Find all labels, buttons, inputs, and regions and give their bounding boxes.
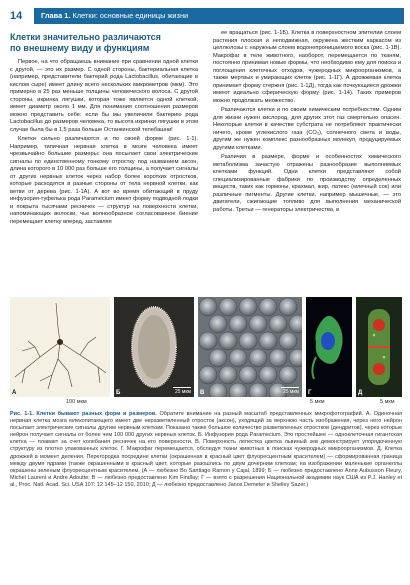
figure-letter-b: Б <box>116 390 121 396</box>
figure-letter-d: Г <box>308 390 312 396</box>
paramecium-drawing <box>114 297 194 397</box>
petal-micrograph <box>198 297 302 397</box>
caption-text: Обратите внимание на разный масштаб представленных микрофотографий. А. Одиночная нервная клетка мозга млекопитающего имеет две неразветвленный отросток (аксон), уходящий за верхнюю часть изображения, через него нейрон посылает электрические сигналы другим нервным клеткам. Показано также большое количество разветвленных отростков (дендритов), через которые нейрон получает сигналы от более чем 100 000 других нервных клеток. Б. Инфузория рода Paramecium. Это простейшее — одноклеточная гигантская клетка — плавает за счет колебания ресничек на его поверхности. В. Поверхность лепестка цветка львиный зев демонстрирует упорядоченную структуру из плотно упакованных клеток. Г. Макрофаг перемещается, обследуя ткани животных в поисках чужеродных микроорганизмов. Д. Клетка дрожжей в момент деления. Перегородка посредине клетки (окрашенная в красный цвет флуоресцентным красителем) — сформированная граница между двумя ядрами (также окрашенными в красный цвет, которые разошлись по двум дочерним клеткам; на изображении маленькие органеллы окрашены зеленым флуоресцентным красителем. (А — любезно Bo Santiago Ramon y Cajal, 1899; Б — любезно предоставлено Anne Aubusson Fleury, Michel Laurent и Andre Adoutte; В — любезно предоставлено Kim Findlay; Г — взято с разрешения Национальной академии наук США из P.J. Hanley et al., Proc. Natl. Acad. Sci. USA 107: 12 145–12 150, 2010; Д — любезно предоставлено Janos Demeter и Shelley Sazer.) <box>10 411 402 488</box>
body-paragraph: ее вращаться (рис. 1-1Б). Клетка в поверхностном эпителии слоем растения плоская и неподвижная, окружена жестким каркасом из целлюлозы с наружным слоем водонепроницаемого воска (рис. 1-1В). Макрофаг в теле животного, наоборот, перемещается по тканям, постоянно принимая новые формы, что необходимо ему для поиска и поглощения клеточных отходов, чужеродных микроорганизмов, а также мертвых и умирающих клеток (рис. 1-1Г). А дрожжевая клетка принимает форму стержня (рис. 1-1Д), тогда как почкующиеся дрожжи имеют идеально сферическую форму (рис. 1-14). Таких примеров можно продолжать множество. <box>213 30 401 104</box>
figure-letter-e: Д <box>358 390 363 396</box>
chapter-title: Клетки: основные единицы жизни <box>72 11 189 20</box>
paramecium-micrograph <box>114 297 194 397</box>
body-paragraph: Клетки сильно различаются и по своей форме (рис. 1-1). Например, типичная нервная клетка в мозге человека имеет чрезвычайно большие размеры: она посылает свои электрические сигналы по единственному тонкому отростку под названием аксон, длина которого в 10 000 раз больше его толщины, а получает сигналы от других нервных клеток через набор более коротких отростков, которые расходятся в разные стороны от тела нервной клетки, как ветви от дерева (рис. 1-1А). А вот во время обитающий в пруду инфузория-туфелька рода Paramecium имеет форму подводной лодки и покрыта тысячами ресничек — структур на поверхности клетки, напоминающих волоски, чье волнообразное согласованное биение перемещает клетку вперед, заставляя <box>10 136 198 225</box>
body-paragraph: Первое, на что обращаешь внимание при сравнении одной клетки с другой, — это их размер. С одной стороны, бактериальная клетка (например, представители бактерий рода Lactobacillus, обитающие в кислом сыре) имеет длину всего нескольких микрометров (мкм). Это примерно в 25 раз меньше толщины человеческого волоса. С другой стороны, икринка лягушки, которая тоже является одной клеткой, имеет диаметр около 1 мм. Для понимания соотношения размеров можно представить себе: если бы мы увеличили бактерию рода Lactobacillus до размеров человека, то высота икринки лягушки в этом случае была бы в 1,5 раза больше Останкинской телебашни! <box>10 59 198 133</box>
body-paragraph: Различаются клетки и по своим химическим потребностям. Одним для жизни нужен кислород, для других этот газ смертельно опасен. Некоторые клетки в качестве субстрата не потребляют практически ничего, кроме углекислого газа (CO₂), солнечного света и воды, другим же нужен комплекс разнообразных молекул, продуцируемых другими клетками. <box>213 107 401 151</box>
neuron-drawing <box>10 297 110 397</box>
yeast-drawing <box>356 297 402 397</box>
page-number: 14 <box>10 10 23 22</box>
figure-panel <box>10 297 402 409</box>
neuron-micrograph <box>10 297 110 397</box>
scale-bar-b: 25 мкм <box>174 389 191 395</box>
scale-bar-c: 25 мкм <box>282 389 299 395</box>
macrophage-drawing <box>306 297 352 397</box>
right-column <box>213 30 401 216</box>
section-title-line2: по внешнему виду и функциям <box>10 43 150 53</box>
left-column <box>10 30 198 228</box>
figure-letter-c: В <box>200 390 205 396</box>
scale-bar-d: 5 мкм <box>310 399 325 405</box>
body-paragraph: Различия в размере, форме и особенностях химического метаболизма зачастую отражены разнообразие выполняемых клетками функций. Одни клетки представляют собой специализированные фабрики по производству определенных веществ, таких как гормоны, крахмал, жир, латекс (млечный сок) или различные пигменты. Другие клетки, например мышечные, — это двигатели, сжигающие топливо для выполнения механической работы. Третьи — генераторы электричества, в <box>213 154 401 213</box>
figure-caption <box>10 411 402 489</box>
macrophage-micrograph <box>306 297 352 397</box>
figure-letter-a: А <box>12 390 17 396</box>
section-title-line1: Клетки значительно различаются <box>10 32 161 42</box>
section-title <box>10 32 198 54</box>
chapter-label: Глава 1. <box>41 11 71 20</box>
yeast-micrograph <box>356 297 402 397</box>
caption-label: Рис. 1-1. Клетки бывают разных форм и размеров. <box>10 411 157 417</box>
scale-bar-e: 5 мкм <box>380 399 395 405</box>
page-header <box>0 8 410 24</box>
chapter-bar <box>34 8 404 24</box>
petal-cells-drawing <box>198 297 302 397</box>
scale-bar-a: 100 мкм <box>66 399 87 405</box>
